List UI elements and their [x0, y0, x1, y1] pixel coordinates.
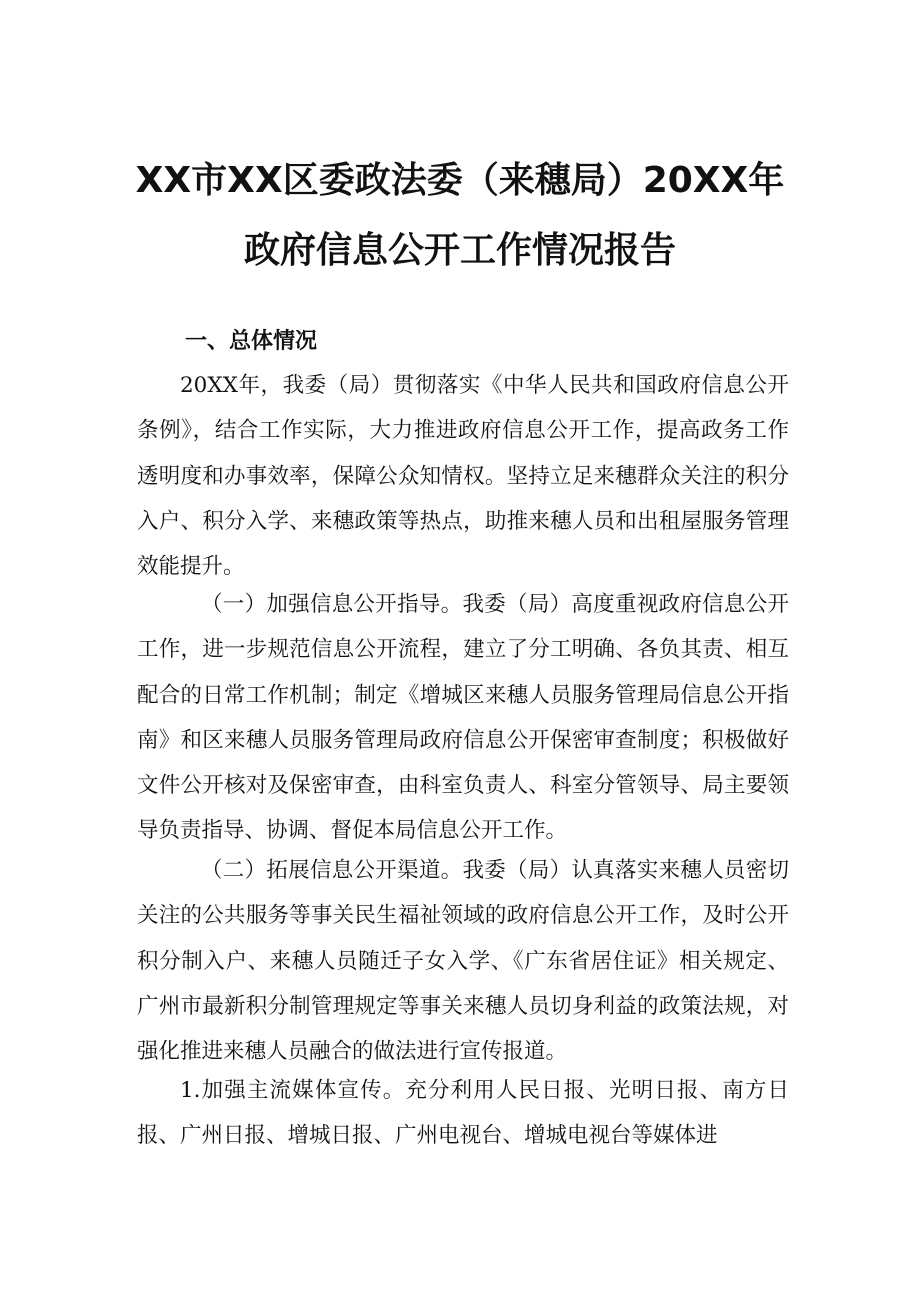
section-heading: 一、总体情况 — [185, 329, 318, 354]
paragraph-media: 1.加强主流媒体宣传。充分利用人民日报、光明日报、南方日报、广州日报、增城日报、广州电视台、增城电视台等媒体进 — [137, 1078, 789, 1149]
paragraph-guidance: （一）加强信息公开指导。我委（局）高度重视政府信息公开工作，进一步规范信息公开流程，建立了分工明确、各负其责、相互配合的日常工作机制；制定《增城区来穗人员服务管理局信息公开指南》和区来穗人员服务管理局政府信息公开保密审查制度；积极做好文件公开核对及保密审查，由科室负责人、科室分管领导、局主要领导负责指导、协调、督促本局信息公开工作。 — [137, 592, 789, 844]
paragraph-overview: 20XX年，我委（局）贯彻落实《中华人民共和国政府信息公开条例》，结合工作实际，大力推进政府信息公开工作，提高政务工作透明度和办事效率，保障公众知情权。坚持立足来穗群众关注的积分入户、积分入学、来穗政策等热点，助推来穗人员和出租屋服务管理效能提升。 — [137, 373, 789, 580]
document-title-line-2: 政府信息公开工作情况报告 — [243, 230, 676, 271]
document-title-line-1: XX市XX区委政法委（来穗局）20XX年 — [135, 160, 785, 201]
paragraph-channels: （二）拓展信息公开渠道。我委（局）认真落实来穗人员密切关注的公共服务等事关民生福祉领域的政府信息公开工作，及时公开积分制入户、来穗人员随迁子女入学、《广东省居住证》相关规定、广州市最新积分制管理规定等事关来穗人员切身利益的政策法规，对强化推进来穗人员融合的做法进行宣传报道。 — [137, 858, 789, 1065]
